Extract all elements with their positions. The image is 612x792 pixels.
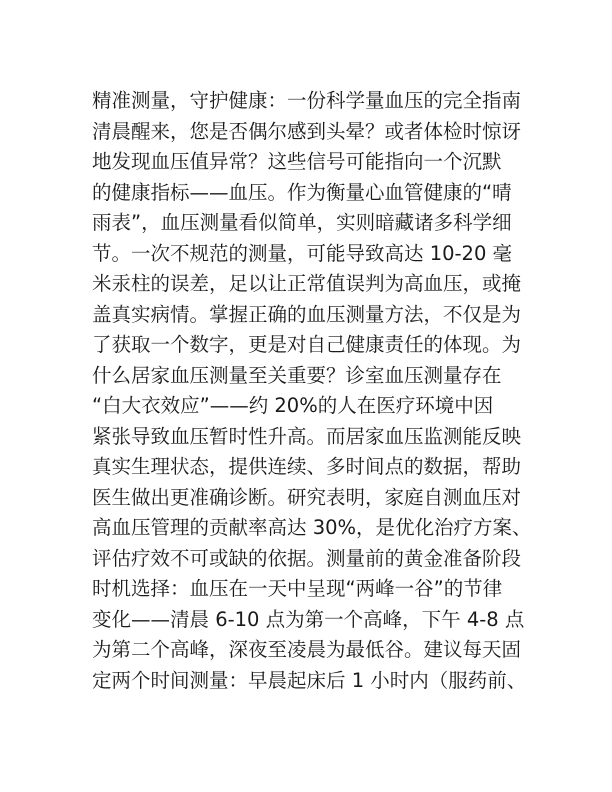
text-line: 节。一次不规范的测量，可能导致高达 10-20 毫 [92,241,513,265]
text-line: 真实生理状态，提供连续、多时间点的数据，帮助 [92,455,522,478]
text-line: 什么居家血压测量至关重要？诊室血压测量存在 [92,363,502,387]
text-line: 定两个时间测量：早晨起床后 1 小时内（服药前、 [92,668,527,692]
text-line: 高血压管理的贡献率高达 30%，是优化治疗方案、 [92,516,532,539]
text-line: 盖真实病情。掌握正确的血压测量方法，不仅是为 [92,302,522,326]
text-line: 为第二个高峰，深夜至凌晨为最低谷。建议每天固 [92,638,522,661]
text-line: 精准测量，守护健康：一份科学量血压的完全指南 [92,89,522,112]
text-line: 的健康指标——血压。作为衡量心血管健康的“晴 [92,180,512,204]
text-line: 清晨醒来，您是否偶尔感到头晕？或者体检时惊讶 [92,119,522,143]
text-line: 医生做出更准确诊断。研究表明，家庭自测血压对 [92,485,522,509]
text-line: 米汞柱的误差，足以让正常值误判为高血压，或掩 [92,272,522,295]
text-line: 评估疗效不可或缺的依据。测量前的黄金准备阶段 [92,546,522,570]
text-line: 紧张导致血压暂时性升高。而居家血压监测能反映 [92,424,522,448]
body-text [92,86,532,696]
text-line: 了获取一个数字，更是对自己健康责任的体现。为 [92,333,522,356]
text-line: 雨表”，血压测量看似简单，实则暗藏诸多科学细 [92,211,512,234]
text-line: 变化——清晨 6-10 点为第一个高峰，下午 4-8 点 [92,607,525,631]
text-line: 地发现血压值异常？这些信号可能指向一个沉默 [92,150,502,173]
text-line: “白大衣效应”——约 20%的人在医疗环境中因 [92,394,494,417]
text-line: 时机选择：血压在一天中呈现“两峰一谷”的节律 [92,577,503,600]
